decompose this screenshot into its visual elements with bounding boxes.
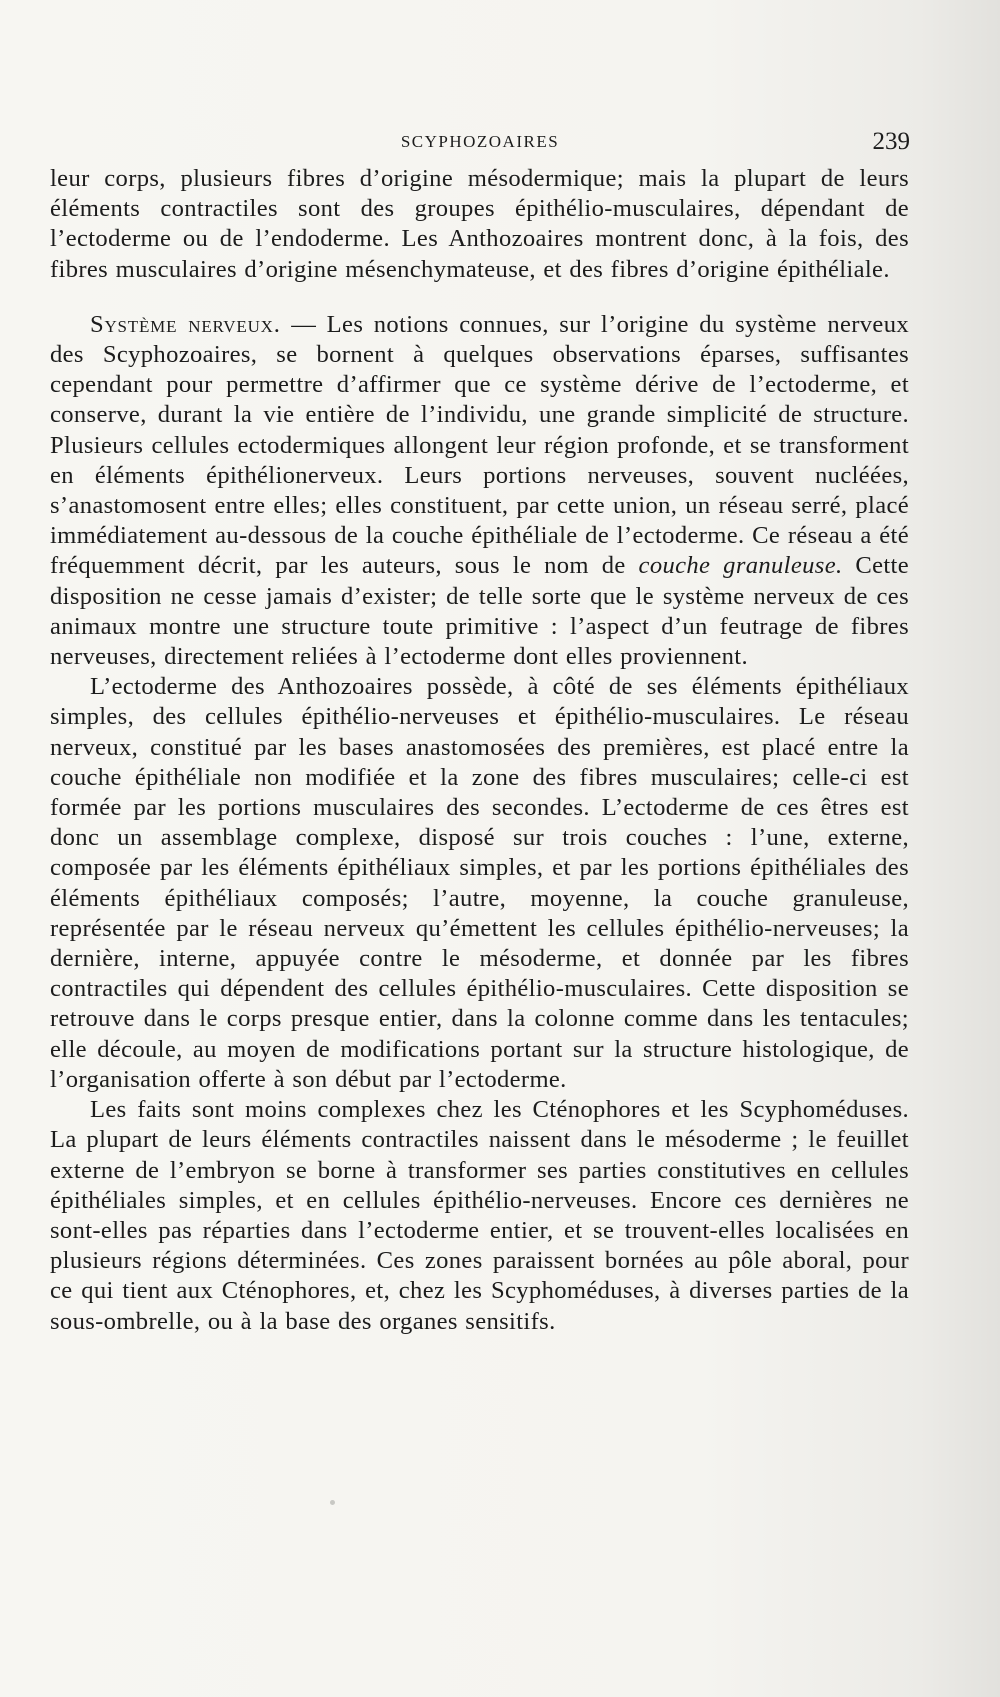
paragraph-2-part-b: Cette disposition ne cesse jamais d’exister; de telle sorte que le système nerveux de ces animaux montre une structure toute primitive : l’aspect d’un feutrage de fibres nerveuses, directement reliées à l’ectoderme dont elles proviennent. bbox=[50, 552, 910, 671]
paragraph-4: Les faits sont moins complexes chez les Cténophores et les Scyphoméduses. La plupart de leurs éléments contractiles naissent dans le mésoderme ; le feuillet externe de l’embryon se borne à transformer ses parties constitutives en cellules épithéliales simples, et en cellules épithélio-nerveuses. Encore ces dernières ne sont-elles pas réparties dans l’ectoderme entier, et se trouvent-elles localisées en plusieurs régions déterminées. Ces zones paraissent bornées au pôle aboral, pour ce qui tient aux Cténophores, et, chez les Scyphoméduses, à diverses parties de la sous-ombrelle, ou à la base des organes sensitifs. bbox=[50, 1096, 909, 1335]
page-header bbox=[50, 128, 910, 158]
section-heading: Système nerveux. bbox=[90, 310, 281, 338]
ink-speck bbox=[330, 1500, 335, 1505]
body-text bbox=[50, 164, 909, 1337]
running-title: SCYPHOZOAIRES bbox=[400, 132, 560, 151]
page-number: 239 bbox=[872, 128, 910, 155]
italic-term: couche granuleuse. bbox=[638, 552, 843, 580]
paragraph-1: leur corps, plusieurs fibres d’origine mésodermique; mais la plupart de leurs éléments contractiles sont des groupes épithélio-musculaires, dépendant de l’ectoderme ou de l’endoderme. Les Anthozoaires montrent donc, à la fois, des fibres musculaires d’origine mésenchymateuse, et des fibres d’origine épithéliale. bbox=[50, 165, 909, 283]
paragraph-3: L’ectoderme des Anthozoaires possède, à côté de ses éléments épithéliaux simples, des cellules épithélio-nerveuses et épithélio-musculaires. Le réseau nerveux, constitué par les bases anastomosées des premières, est placé entre la couche épithéliale non modifiée et la zone des fibres musculaires; celle-ci est formée par les portions musculaires des secondes. L’ectoderme de ces êtres est donc un assemblage complexe, disposé sur trois couches : l’une, externe, composée par les éléments épithéliaux simples, et par les portions épithéliales des éléments épithéliaux composés; l’autre, moyenne, la couche granuleuse, représentée par le réseau nerveux qu’émettent les cellules épithélio-nerveuses; la dernière, interne, appuyée contre le mésoderme, et donnée par les fibres contractiles qui dépendent des cellules épithélio-musculaires. Cette disposition se retrouve dans le corps presque entier, dans la colonne comme dans les tentacules; elle découle, au moyen de modifications portant sur la structure histologique, de l’organisation offerte à son début par l’ectoderme. bbox=[50, 673, 909, 1093]
paragraph-nervous-system bbox=[50, 310, 909, 672]
paragraph-2-part-a: — Les notions connues, sur l’origine du système nerveux des Scyphozoaires, se bornent à quelques observations éparses, suffisantes cependant pour permettre d’affirmer que ce système dérive de l’ectoderme, et conserve, durant la vie entière de l’individu, une grande simplicité de structure. Plusieurs cellules ectodermiques allongent leur région profonde, et se transforment en éléments épithélionerveux. Leurs portions nerveuses, souvent nucléées, s’anastomosent entre elles; elles constituent, par cette union, un réseau serré, placé immédiatement au-dessous de la couche épithéliale de l’ectoderme. Ce réseau a été fréquemment décrit, par les auteurs, sous le nom de bbox=[50, 310, 909, 580]
